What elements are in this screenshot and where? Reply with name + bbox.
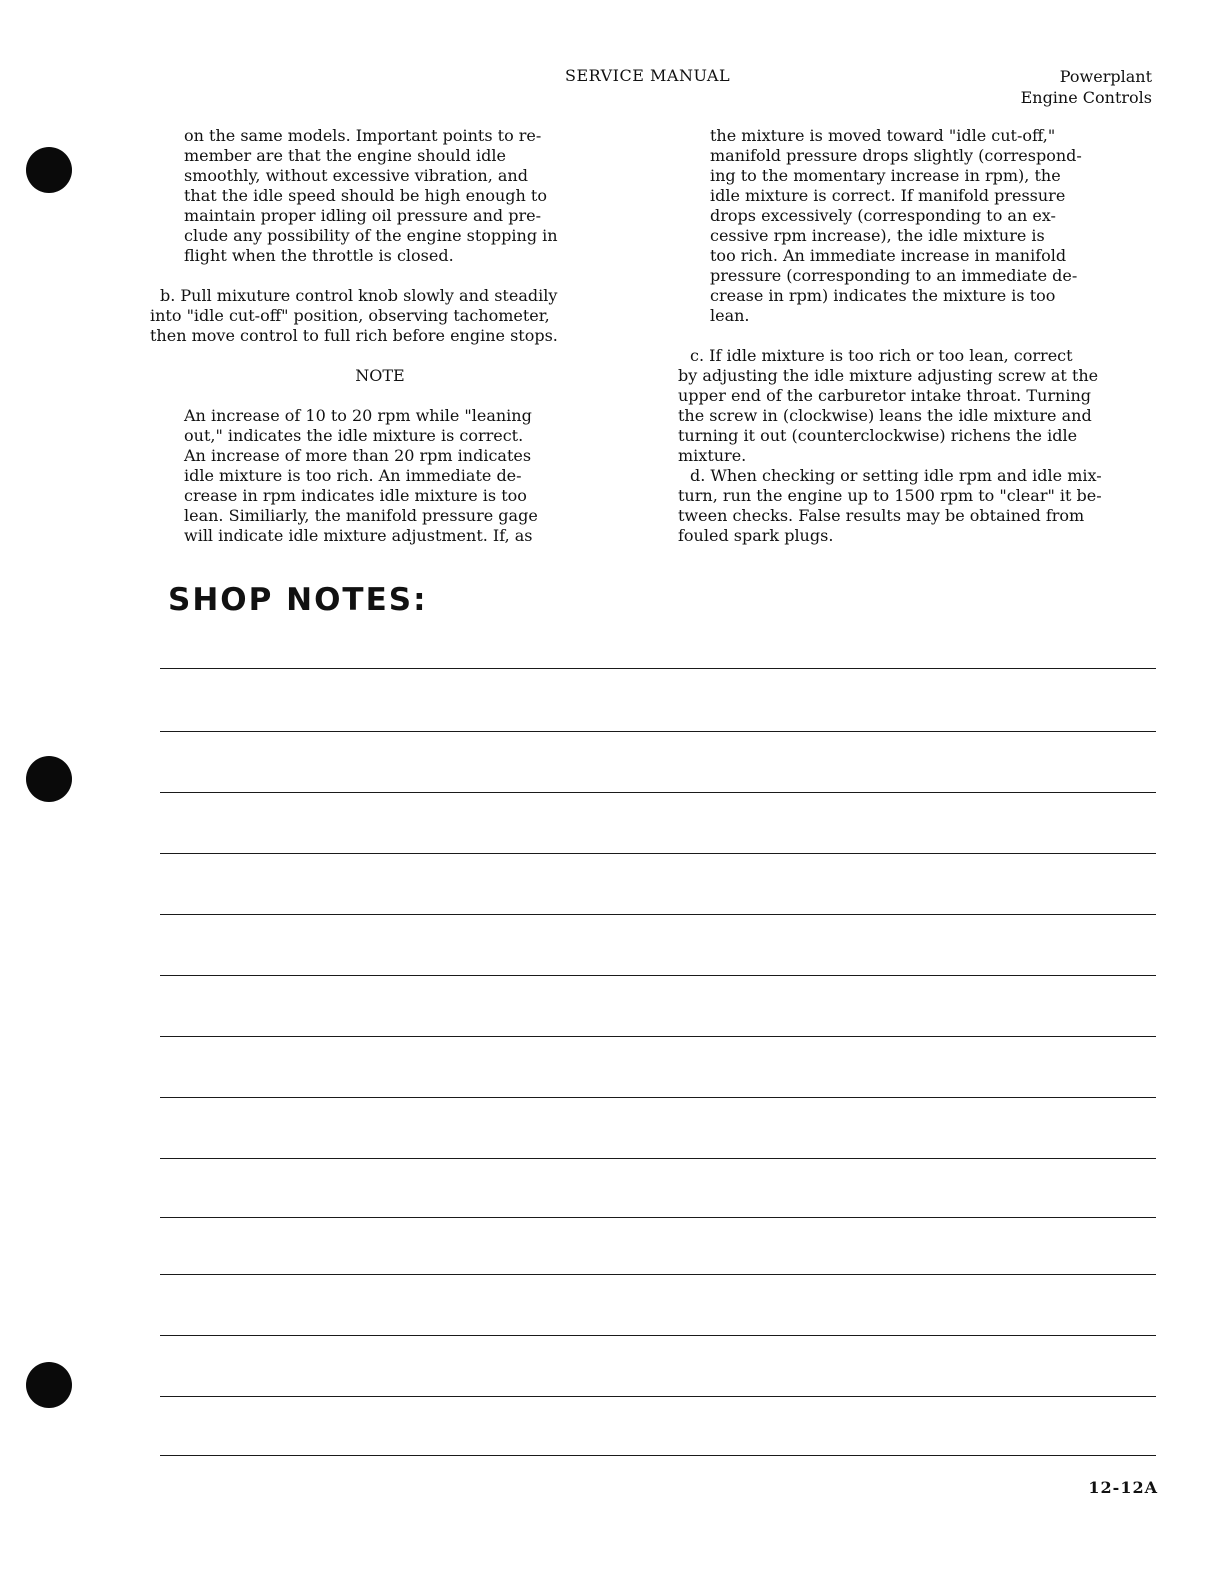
text-line: An increase of more than 20 rpm indicates — [184, 446, 532, 465]
text-line: that the idle speed should be high enough to — [184, 186, 547, 205]
text-line: by adjusting the idle mixture adjusting screw at the — [678, 366, 1099, 385]
text-line: into "idle cut-off" position, observing tachometer, — [150, 306, 550, 325]
text-line: cessive rpm increase), the idle mixture is — [710, 226, 1045, 245]
text-line: idle mixture is correct. If manifold pressure — [710, 186, 1066, 205]
right-paragraph-1 — [678, 126, 1148, 326]
text-line: d. When checking or setting idle rpm and idle mix- — [690, 466, 1102, 485]
text-line: lean. — [710, 306, 750, 325]
text-line: fouled spark plugs. — [678, 526, 834, 545]
text-line: the screw in (clockwise) leans the idle mixture and — [678, 406, 1092, 425]
text-line: member are that the engine should idle — [184, 146, 506, 165]
text-line: mixture. — [678, 446, 747, 465]
text-line: turning it out (counterclockwise) richens the idle — [678, 426, 1078, 445]
note-line — [160, 1396, 1156, 1397]
header-section — [1021, 66, 1152, 108]
left-paragraph-b — [150, 286, 610, 346]
text-line: b. Pull mixuture control knob slowly and steadily — [160, 286, 558, 305]
note-title: NOTE — [355, 366, 405, 385]
note-line — [160, 914, 1156, 915]
note-line — [160, 1335, 1156, 1336]
text-line: c. If idle mixture is too rich or too lean, correct — [690, 346, 1073, 365]
right-paragraph-c — [678, 346, 1148, 466]
binder-hole-bottom — [26, 1362, 72, 1408]
text-line: upper end of the carburetor intake throat. Turning — [678, 386, 1092, 405]
note-line — [160, 1036, 1156, 1037]
text-line: pressure (corresponding to an immediate de- — [710, 266, 1078, 285]
page-number: 12-12A — [1088, 1478, 1158, 1497]
text-line: manifold pressure drops slightly (correspond- — [710, 146, 1082, 165]
text-line: smoothly, without excessive vibration, and — [184, 166, 528, 185]
text-line: idle mixture is too rich. An immediate de- — [184, 466, 522, 485]
note-line — [160, 792, 1156, 793]
text-line: crease in rpm indicates idle mixture is too — [184, 486, 527, 505]
text-line: will indicate idle mixture adjustment. If, as — [184, 526, 533, 545]
text-line: turn, run the engine up to 1500 rpm to "clear" it be- — [678, 486, 1102, 505]
note-line — [160, 1158, 1156, 1159]
text-line: maintain proper idling oil pressure and pre- — [184, 206, 541, 225]
note-line — [160, 1217, 1156, 1218]
note-line — [160, 731, 1156, 732]
note-line — [160, 1097, 1156, 1098]
header-section-line1: Powerplant — [1059, 67, 1152, 86]
note-line — [160, 975, 1156, 976]
text-line: flight when the throttle is closed. — [184, 246, 454, 265]
text-line: on the same models. Important points to re- — [184, 126, 542, 145]
text-line: lean. Similiarly, the manifold pressure gage — [184, 506, 538, 525]
text-line: drops excessively (corresponding to an ex- — [710, 206, 1056, 225]
binder-hole-top — [26, 147, 72, 193]
shop-notes-title: SHOP NOTES: — [168, 582, 428, 618]
note-body — [150, 406, 610, 546]
text-line: An increase of 10 to 20 rpm while "leaning — [184, 406, 532, 425]
text-line: clude any possibility of the engine stopping in — [184, 226, 558, 245]
header-section-line2: Engine Controls — [1020, 88, 1152, 107]
right-column — [678, 126, 1148, 546]
text-line: the mixture is moved toward "idle cut-off," — [710, 126, 1056, 145]
text-line: then move control to full rich before engine stops. — [150, 326, 558, 345]
right-paragraph-d — [678, 466, 1148, 546]
note-line — [160, 668, 1156, 669]
left-paragraph-1 — [150, 126, 610, 266]
header-title: SERVICE MANUAL — [565, 66, 731, 85]
note-line — [160, 1274, 1156, 1275]
text-line: too rich. An immediate increase in manifold — [710, 246, 1067, 265]
note-line — [160, 1455, 1156, 1456]
text-line: crease in rpm) indicates the mixture is too — [710, 286, 1056, 305]
text-line: tween checks. False results may be obtained from — [678, 506, 1085, 525]
text-line: out," indicates the idle mixture is correct. — [184, 426, 524, 445]
binder-hole-middle — [26, 756, 72, 802]
note-line — [160, 853, 1156, 854]
left-column — [150, 126, 610, 546]
text-line: ing to the momentary increase in rpm), the — [710, 166, 1061, 185]
